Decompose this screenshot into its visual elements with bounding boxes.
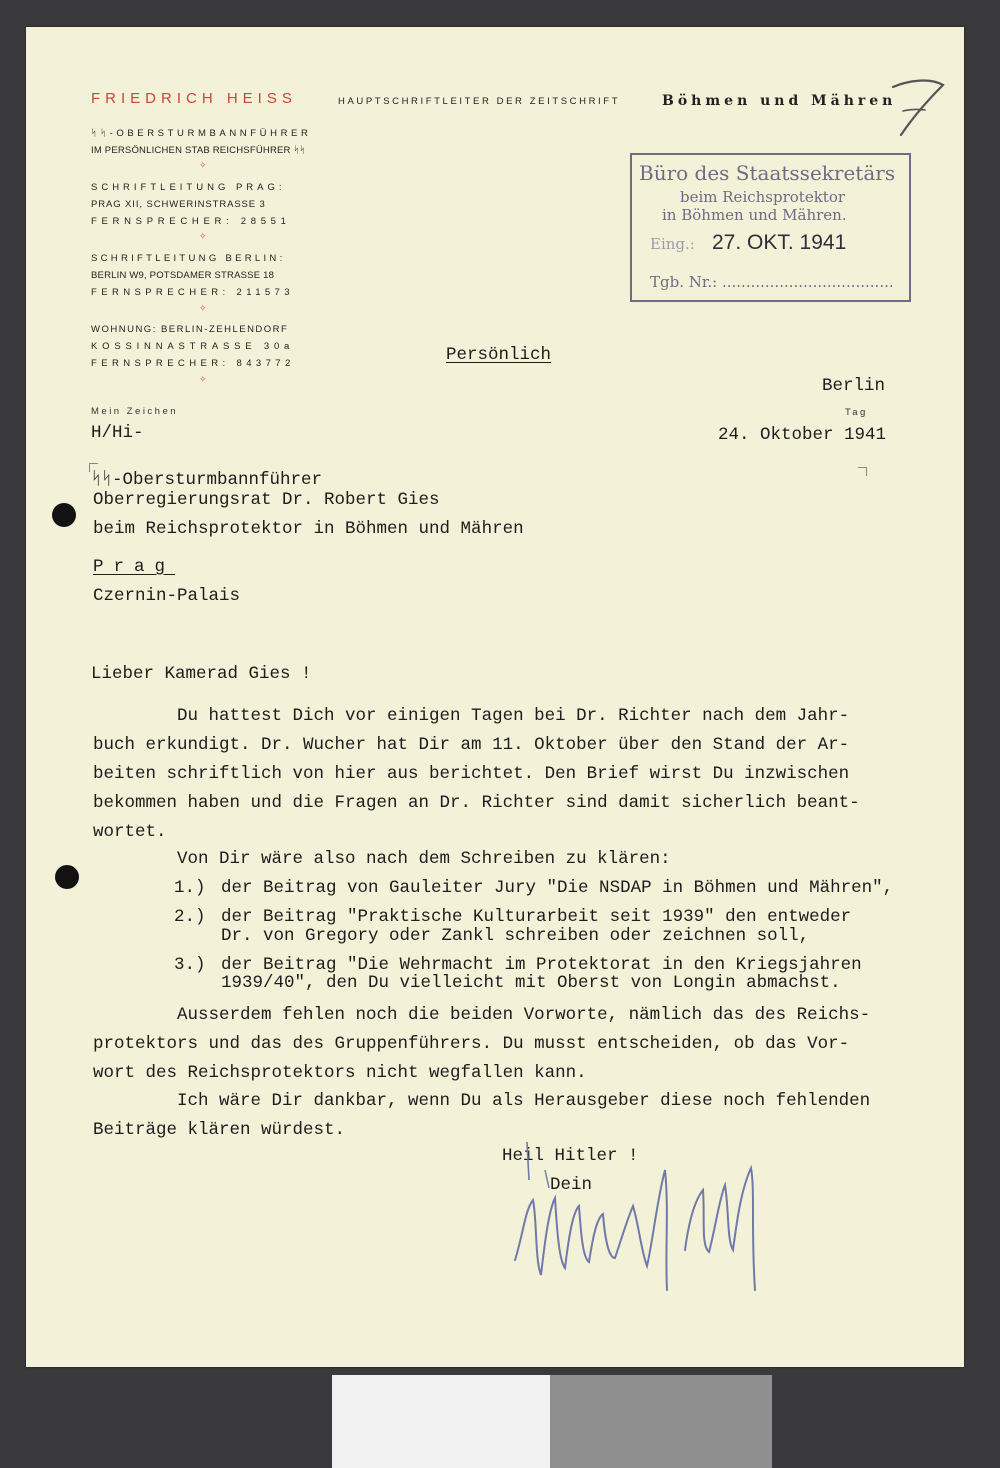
- paragraph-line: wortet.: [93, 822, 167, 842]
- punch-hole: [55, 865, 79, 889]
- list-item-text: der Beitrag von Gauleiter Jury "Die NSDAP in Böhmen und Mähren",: [221, 878, 894, 898]
- office-prague-address: PRAG XII, SCHWERINSTRASSE 3: [91, 199, 266, 210]
- sender-name: FRIEDRICH HEISS: [91, 90, 297, 107]
- page-number-text: 7: [885, 65, 886, 66]
- personal-marker: Persönlich: [446, 345, 552, 365]
- office-prague-phone: FERNSPRECHER: 28551: [91, 216, 291, 227]
- paragraph-2: [93, 1001, 953, 1088]
- stamp-date: 27. OKT. 1941: [712, 231, 847, 254]
- list-item-text: der Beitrag "Praktische Kulturarbeit seit 1939" den entweder: [221, 907, 852, 927]
- reference-code: H/Hi-: [91, 423, 144, 443]
- closing-greeting: Heil Hitler !: [502, 1146, 639, 1166]
- paragraph-line: beiten schriftlich von hier aus berichtet. Den Brief wirst Du inzwischen: [93, 764, 850, 784]
- paragraph-line: Ich wäre Dir dankbar, wenn Du als Herausgeber diese noch fehlenden: [93, 1091, 871, 1111]
- list-item-text: der Beitrag "Die Wehrmacht im Protektorat in den Kriegsjahren: [221, 955, 862, 975]
- punch-hole: [52, 503, 76, 527]
- paragraph-line: bekommen haben und die Fragen an Dr. Richter sind damit sicherlich beant-: [93, 793, 860, 813]
- home-label: WOHNUNG: BERLIN-ZEHLENDORF: [91, 324, 289, 335]
- journal-name: Böhmen und Mähren: [662, 93, 897, 109]
- list-item-number: 1.): [174, 878, 206, 898]
- list-item-text-continued: Dr. von Gregory oder Zankl schreiben oder zeichnen soll,: [221, 926, 810, 946]
- letter-city: Berlin: [822, 376, 886, 396]
- sender-rank: ᛋᛋ-OBERSTURMBANNFÜHRER: [91, 128, 312, 139]
- list-item-number: 2.): [174, 907, 206, 927]
- letter-date: 24. Oktober 1941: [718, 425, 887, 445]
- sender-title: HAUPTSCHRIFTLEITER DER ZEITSCHRIFT: [338, 96, 621, 107]
- stamp-received-label: Eing.:: [650, 235, 695, 253]
- recipient-city: Prag: [93, 557, 176, 577]
- receipt-stamp: [630, 153, 911, 302]
- paragraph-3: [93, 1087, 953, 1145]
- stamp-office: Büro des Staatssekretärs: [639, 161, 896, 185]
- paragraph-line: wort des Reichsprotektors nicht wegfallen kann.: [93, 1063, 587, 1083]
- recipient-rank: ᛋᛋ-Obersturmbannführer: [91, 470, 323, 490]
- home-phone: FERNSPRECHER: 843772: [91, 358, 295, 369]
- office-prague-label: SCHRIFTLEITUNG PRAG:: [91, 182, 286, 193]
- recipient-street: Czernin-Palais: [93, 586, 241, 606]
- address-corner-mark: [858, 467, 867, 476]
- separator-mark: ✧: [199, 161, 207, 171]
- paragraph-line: Ausserdem fehlen noch die beiden Vorworte, nämlich das des Reichs-: [93, 1005, 871, 1025]
- paragraph-line: buch erkundigt. Dr. Wucher hat Dir am 11. Oktober über den Stand der Ar-: [93, 735, 850, 755]
- paragraph-1: [93, 702, 953, 847]
- closing-word: Dein: [550, 1175, 593, 1195]
- calibration-strip-grey: [550, 1375, 772, 1468]
- reference-label: Mein Zeichen: [91, 406, 179, 417]
- home-address: KOSSINNASTRASSE 30a: [91, 341, 295, 352]
- paragraph-line: protektors und das des Gruppenführers. Du musst entscheiden, ob das Vor-: [93, 1034, 850, 1054]
- office-berlin-phone: FERNSPRECHER: 211573: [91, 287, 294, 298]
- stamp-journal-number: Tgb. Nr.: ....................................: [650, 273, 894, 291]
- stamp-authority: beim Reichsprotektor: [680, 188, 846, 206]
- office-berlin-label: SCHRIFTLEITUNG BERLIN:: [91, 253, 286, 264]
- separator-mark: ✧: [199, 232, 207, 242]
- list-intro: Von Dir wäre also nach dem Schreiben zu klären:: [93, 849, 671, 869]
- calibration-strip-white: [332, 1375, 550, 1468]
- recipient-name: Oberregierungsrat Dr. Robert Gies: [93, 490, 440, 510]
- sender-staff: IM PERSÖNLICHEN STAB REICHSFÜHRER ᛋᛋ: [91, 145, 306, 156]
- salutation: Lieber Kamerad Gies !: [91, 664, 312, 684]
- paragraph-line: Beiträge klären würdest.: [93, 1120, 346, 1140]
- separator-mark: ✧: [199, 375, 207, 385]
- list-item-text-continued: 1939/40", den Du vielleicht mit Oberst von Longin abmachst.: [221, 973, 841, 993]
- stamp-region: in Böhmen und Mähren.: [662, 206, 847, 224]
- handwritten-signature: [505, 1140, 775, 1300]
- separator-mark: ✧: [199, 304, 207, 314]
- list-item-number: 3.): [174, 955, 206, 975]
- office-berlin-address: BERLIN W9, POTSDAMER STRASSE 18: [91, 270, 275, 281]
- recipient-office: beim Reichsprotektor in Böhmen und Mähren: [93, 519, 524, 539]
- date-label: Tag: [845, 407, 868, 418]
- paragraph-line: Du hattest Dich vor einigen Tagen bei Dr. Richter nach dem Jahr-: [93, 706, 850, 726]
- handwritten-page-number: [885, 65, 955, 140]
